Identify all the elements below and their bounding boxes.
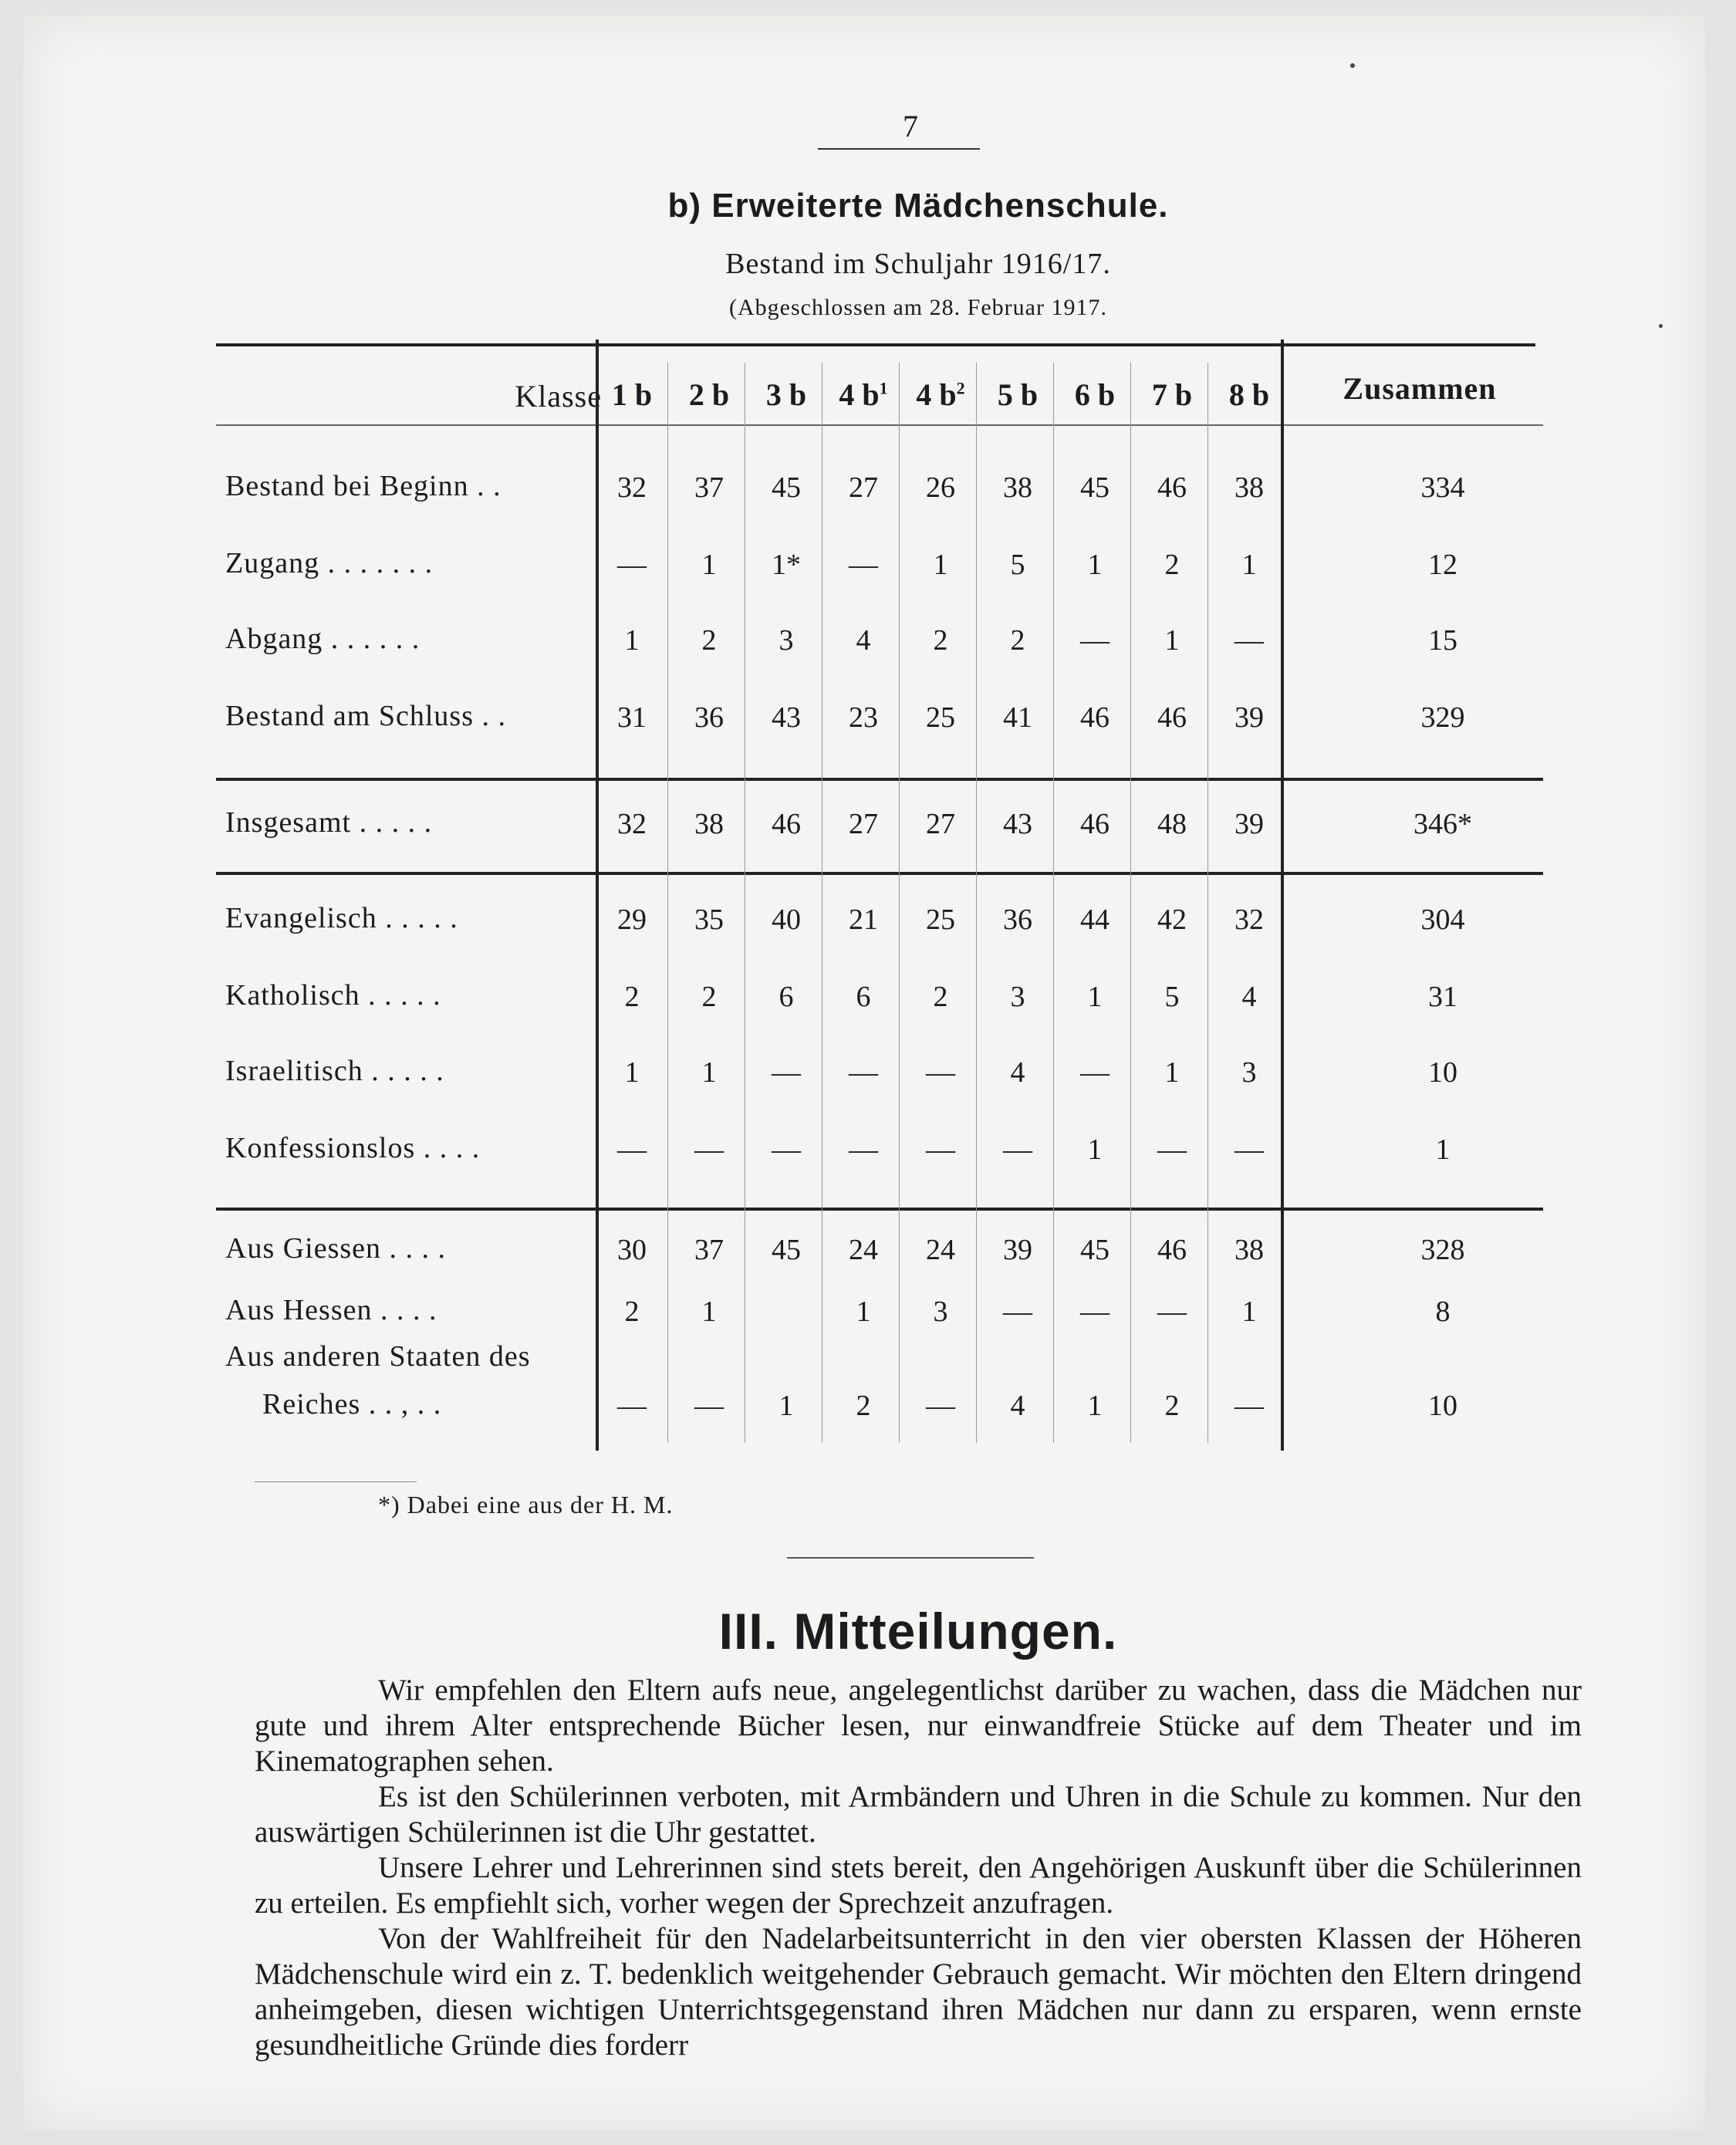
table-cell: — <box>617 1390 647 1422</box>
table-cell: 1 <box>1164 624 1180 657</box>
table-cell: 41 <box>1003 701 1032 734</box>
table-cell: — <box>849 1133 878 1166</box>
column-header-superscript: 2 <box>956 378 965 398</box>
column-header-text: 8 b <box>1228 377 1270 412</box>
table-cell: — <box>926 1390 955 1422</box>
table-cell: 43 <box>1003 808 1032 840</box>
table-cell: 31 <box>617 701 647 734</box>
row-label: Insgesamt . . . . . <box>225 806 433 839</box>
paragraph-text: Wir empfehlen den Eltern aufs neue, angelegentlichst darüber zu wachen, dass die Mädchen nur gute und ihrem Alter entsprechende Bücher lesen, nur einwandfreie Stücke auf dem Theater und im Kinematographen sehen. <box>255 1674 1582 1778</box>
table-cell: — <box>1080 1295 1109 1328</box>
table-cell: 3 <box>1241 1056 1257 1089</box>
table-cell: 45 <box>772 1234 801 1266</box>
table-cell: 27 <box>926 808 955 840</box>
table-cell: 21 <box>849 904 878 936</box>
row-label: Aus anderen Staaten des <box>225 1340 531 1373</box>
row-label: Katholisch . . . . . <box>225 979 441 1012</box>
paragraph-text: Es ist den Schülerinnen verboten, mit Armbändern und Uhren in die Schule zu kommen. Nur den auswärtigen Schülerinnen ist die Uhr gestattet. <box>255 1780 1582 1849</box>
table-cell: 39 <box>1234 701 1264 734</box>
table-cell: 24 <box>849 1234 878 1266</box>
row-label: Zugang . . . . . . . <box>225 547 434 579</box>
table-cell: 46 <box>1157 1234 1187 1266</box>
column-header <box>1134 377 1210 413</box>
table-cell: — <box>617 549 647 581</box>
row-label-continuation: Reiches . . , . . <box>262 1388 442 1420</box>
table-cell-total: 31 <box>1428 981 1457 1013</box>
footnote-rule <box>255 1481 417 1482</box>
table-cell: 2 <box>1164 1390 1180 1422</box>
table-cell: 4 <box>1010 1390 1025 1422</box>
print-speck <box>1659 324 1663 328</box>
table-rule <box>216 778 1543 781</box>
column-header-text: 4 b <box>839 377 880 412</box>
paragraph <box>255 1921 1582 2063</box>
table-cell: 1 <box>1087 549 1103 581</box>
table-cell: 2 <box>1164 549 1180 581</box>
column-header-text: 3 b <box>765 377 807 412</box>
table-cell-total: 334 <box>1420 471 1465 504</box>
table-cell: 1 <box>1087 1133 1103 1166</box>
table-cell: 4 <box>1010 1056 1025 1089</box>
column-header-text: 4 b <box>916 377 957 412</box>
table-cell: 4 <box>856 624 871 657</box>
table-cell: 4 <box>1241 981 1257 1013</box>
page-number-rule <box>818 148 980 150</box>
page-number: 7 <box>903 109 918 144</box>
table-rule <box>216 1208 1543 1211</box>
table-column-rule <box>1281 339 1284 1451</box>
table-cell: 39 <box>1234 808 1264 840</box>
table-cell: 1 <box>778 1390 794 1422</box>
table-cell: — <box>772 1133 801 1166</box>
table-cell-total: 304 <box>1420 904 1465 936</box>
table-cell: 2 <box>624 981 640 1013</box>
table-cell: 6 <box>778 981 794 1013</box>
table-cell: 43 <box>772 701 801 734</box>
table-cell: — <box>694 1133 724 1166</box>
column-header-text: 2 b <box>688 377 730 412</box>
table-cell: 25 <box>926 701 955 734</box>
table-cell: — <box>1157 1133 1187 1166</box>
table-cell: 23 <box>849 701 878 734</box>
table-cell: — <box>1234 624 1264 657</box>
table-cell: 3 <box>933 1295 948 1328</box>
table-cell: 1 <box>1241 549 1257 581</box>
table-cell-total: 329 <box>1420 701 1465 734</box>
section-b-closing-note: (Abgeschlossen am 28. Februar 1917. <box>729 295 1107 320</box>
table-cell: 2 <box>701 981 717 1013</box>
table-cell: 29 <box>617 904 647 936</box>
column-header-total: Zusammen <box>1343 371 1497 406</box>
table-cell: 1 <box>624 1056 640 1089</box>
table-cell: 27 <box>849 471 878 504</box>
table-cell: — <box>1234 1390 1264 1422</box>
table-cell: — <box>694 1390 724 1422</box>
table-cell: 30 <box>617 1234 647 1266</box>
table-rule <box>216 872 1543 875</box>
column-header-text: 6 b <box>1074 377 1116 412</box>
table-cell: 36 <box>694 701 724 734</box>
table-cell: 5 <box>1010 549 1025 581</box>
column-header <box>980 377 1055 413</box>
table-cell: 36 <box>1003 904 1032 936</box>
table-cell: 6 <box>856 981 871 1013</box>
table-cell: — <box>849 1056 878 1089</box>
table-cell: — <box>1003 1133 1032 1166</box>
table-cell: — <box>1080 1056 1109 1089</box>
table-cell: 2 <box>933 624 948 657</box>
table-cell: — <box>926 1133 955 1166</box>
table-cell: 44 <box>1080 904 1109 936</box>
table-cell: 2 <box>933 981 948 1013</box>
table-cell: 39 <box>1003 1234 1032 1266</box>
table-cell: 3 <box>1010 981 1025 1013</box>
table-cell: 38 <box>1234 471 1264 504</box>
table-cell: 46 <box>1157 701 1187 734</box>
column-header <box>903 377 978 413</box>
table-cell-total: 15 <box>1428 624 1457 657</box>
paragraph-text: Unsere Lehrer und Lehrerinnen sind stets bereit, den Angehörigen Auskunft über die Schülerinnen zu erteilen. Es empfiehlt sich, vorher wegen der Sprechzeit anzufragen. <box>255 1851 1582 1920</box>
paragraph <box>255 1779 1582 1850</box>
table-cell: 32 <box>1234 904 1264 936</box>
table-cell-total: 10 <box>1428 1056 1457 1089</box>
table-cell: 1 <box>701 1056 717 1089</box>
table-cell: — <box>849 549 878 581</box>
table-footnote: *) Dabei eine aus der H. M. <box>378 1491 674 1518</box>
paragraph <box>255 1850 1582 1921</box>
table-cell: 2 <box>856 1390 871 1422</box>
paragraph <box>255 1673 1582 1779</box>
column-header <box>671 377 747 413</box>
table-cell-total: 8 <box>1435 1295 1451 1328</box>
column-header-text: 1 b <box>611 377 653 412</box>
row-label: Bestand am Schluss . . <box>225 700 506 732</box>
column-header-label: Klasse <box>515 379 602 414</box>
table-cell: — <box>1157 1295 1187 1328</box>
table-cell: 48 <box>1157 808 1187 840</box>
table-cell: 42 <box>1157 904 1187 936</box>
row-label: Abgang . . . . . . <box>225 623 420 655</box>
table-cell: — <box>617 1133 647 1166</box>
table-cell: 2 <box>701 624 717 657</box>
table-cell: — <box>772 1056 801 1089</box>
table-cell: 1 <box>701 549 717 581</box>
column-header-text: 5 b <box>997 377 1039 412</box>
table-cell: 38 <box>694 808 724 840</box>
table-cell: 37 <box>694 471 724 504</box>
table-cell: 1* <box>772 549 801 581</box>
table-cell: 46 <box>1080 808 1109 840</box>
table-cell: 1 <box>1087 981 1103 1013</box>
table-cell: 37 <box>694 1234 724 1266</box>
column-header <box>1211 377 1287 413</box>
table-cell: 26 <box>926 471 955 504</box>
table-cell: 32 <box>617 471 647 504</box>
table-cell: 45 <box>1080 1234 1109 1266</box>
table-cell: 1 <box>856 1295 871 1328</box>
table-cell: — <box>1003 1295 1032 1328</box>
column-header <box>1057 377 1133 413</box>
column-header-superscript: 1 <box>879 378 888 398</box>
column-header <box>594 377 670 413</box>
table-cell: 27 <box>849 808 878 840</box>
table-column-rule <box>596 339 599 1451</box>
table-cell-total: 1 <box>1435 1133 1451 1166</box>
table-cell: 5 <box>1164 981 1180 1013</box>
row-label: Evangelisch . . . . . <box>225 902 458 934</box>
table-cell: 2 <box>624 1295 640 1328</box>
table-cell: 38 <box>1234 1234 1264 1266</box>
table-rule <box>216 343 1535 346</box>
row-label: Israelitisch . . . . . <box>225 1055 444 1087</box>
section-iii-title: III. Mitteilungen. <box>718 1603 1118 1660</box>
paragraph-text: Von der Wahlfreiheit für den Nadelarbeitsunterricht in den vier obersten Klassen der Höheren Mädchenschule wird ein z. T. bedenklich weitgehender Gebrauch gemacht. Wir möchten den Eltern dringend anheimgeben, diesen wichtigen Unterrichtsgegenstand ihren Mädchen nur dann zu ersparen, wenn ernste gesundheitliche Gründe dies forderr <box>255 1922 1582 2062</box>
section-b-subheading: Bestand im Schuljahr 1916/17. <box>725 248 1111 280</box>
table-cell: 24 <box>926 1234 955 1266</box>
table-cell-total: 12 <box>1428 549 1457 581</box>
table-cell: 35 <box>694 904 724 936</box>
table-cell: 1 <box>624 624 640 657</box>
table-cell-total: 346* <box>1413 808 1472 840</box>
table-cell: 46 <box>772 808 801 840</box>
table-cell-total: 328 <box>1420 1234 1465 1266</box>
row-label: Konfessionslos . . . . <box>225 1132 481 1164</box>
print-speck <box>1350 63 1355 68</box>
column-header-text: 7 b <box>1151 377 1193 412</box>
row-label: Aus Hessen . . . . <box>225 1294 437 1326</box>
table-cell: 46 <box>1157 471 1187 504</box>
table-cell: 25 <box>926 904 955 936</box>
section-separator <box>787 1557 1034 1559</box>
table-cell: 45 <box>1080 471 1109 504</box>
document-page <box>23 15 1705 2130</box>
table-cell: 1 <box>933 549 948 581</box>
table-cell: 32 <box>617 808 647 840</box>
table-cell: 1 <box>1087 1390 1103 1422</box>
row-label: Aus Giessen . . . . <box>225 1232 447 1265</box>
table-cell: 3 <box>778 624 794 657</box>
table-cell: — <box>926 1056 955 1089</box>
table-cell: — <box>1234 1133 1264 1166</box>
table-cell: 2 <box>1010 624 1025 657</box>
table-cell: 45 <box>772 471 801 504</box>
table-rule <box>216 424 1543 426</box>
table-cell: 46 <box>1080 701 1109 734</box>
table-cell: 1 <box>701 1295 717 1328</box>
column-header <box>826 377 901 413</box>
table-cell: 1 <box>1241 1295 1257 1328</box>
table-cell: — <box>1080 624 1109 657</box>
table-cell: 40 <box>772 904 801 936</box>
section-b-heading: b) Erweiterte Mädchenschule. <box>667 187 1169 225</box>
table-cell: 1 <box>1164 1056 1180 1089</box>
table-cell: 38 <box>1003 471 1032 504</box>
table-cell-total: 10 <box>1428 1390 1457 1422</box>
column-header <box>748 377 824 413</box>
row-label: Bestand bei Beginn . . <box>225 470 502 502</box>
